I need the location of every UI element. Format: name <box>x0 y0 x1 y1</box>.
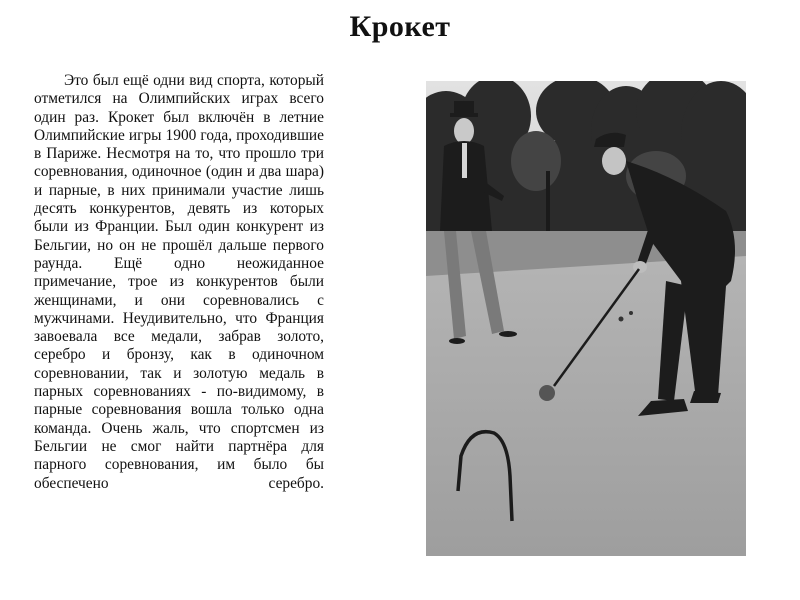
slide-title: Крокет <box>349 10 451 43</box>
body-paragraph: Это был ещё одни вид спорта, который отметился на Олимпийских играх всего один раз. Крокет был включён в летние Олимпийские игры 1900 года, проходившие в Париже. Несмотря на то, что прошло три соревнования, одиночное (один и два шара) и парные, в них принимали участие лишь десять конкурентов, девять из которых были из Франции. Был один конкурент из Бельгии, но он не прошёл дальше первого раунда. Ещё одно неожиданное примечание, трое из конкурентов были женщинами, и они соревновались с мужчинами. Неудивительно, что Франция завоевала все медали, забрав золото, серебро и бронзу, как в одиночном соревновании, так и золотую медаль в парных соревнованиях - по-видимому, в парные соревнования вошла только одна команда. Очень жаль, что спортсмен из Бельгии не смог найти партнёра для парного соревнования, им было бы обеспечено серебро. <box>34 72 324 492</box>
croquet-photo <box>426 81 746 556</box>
